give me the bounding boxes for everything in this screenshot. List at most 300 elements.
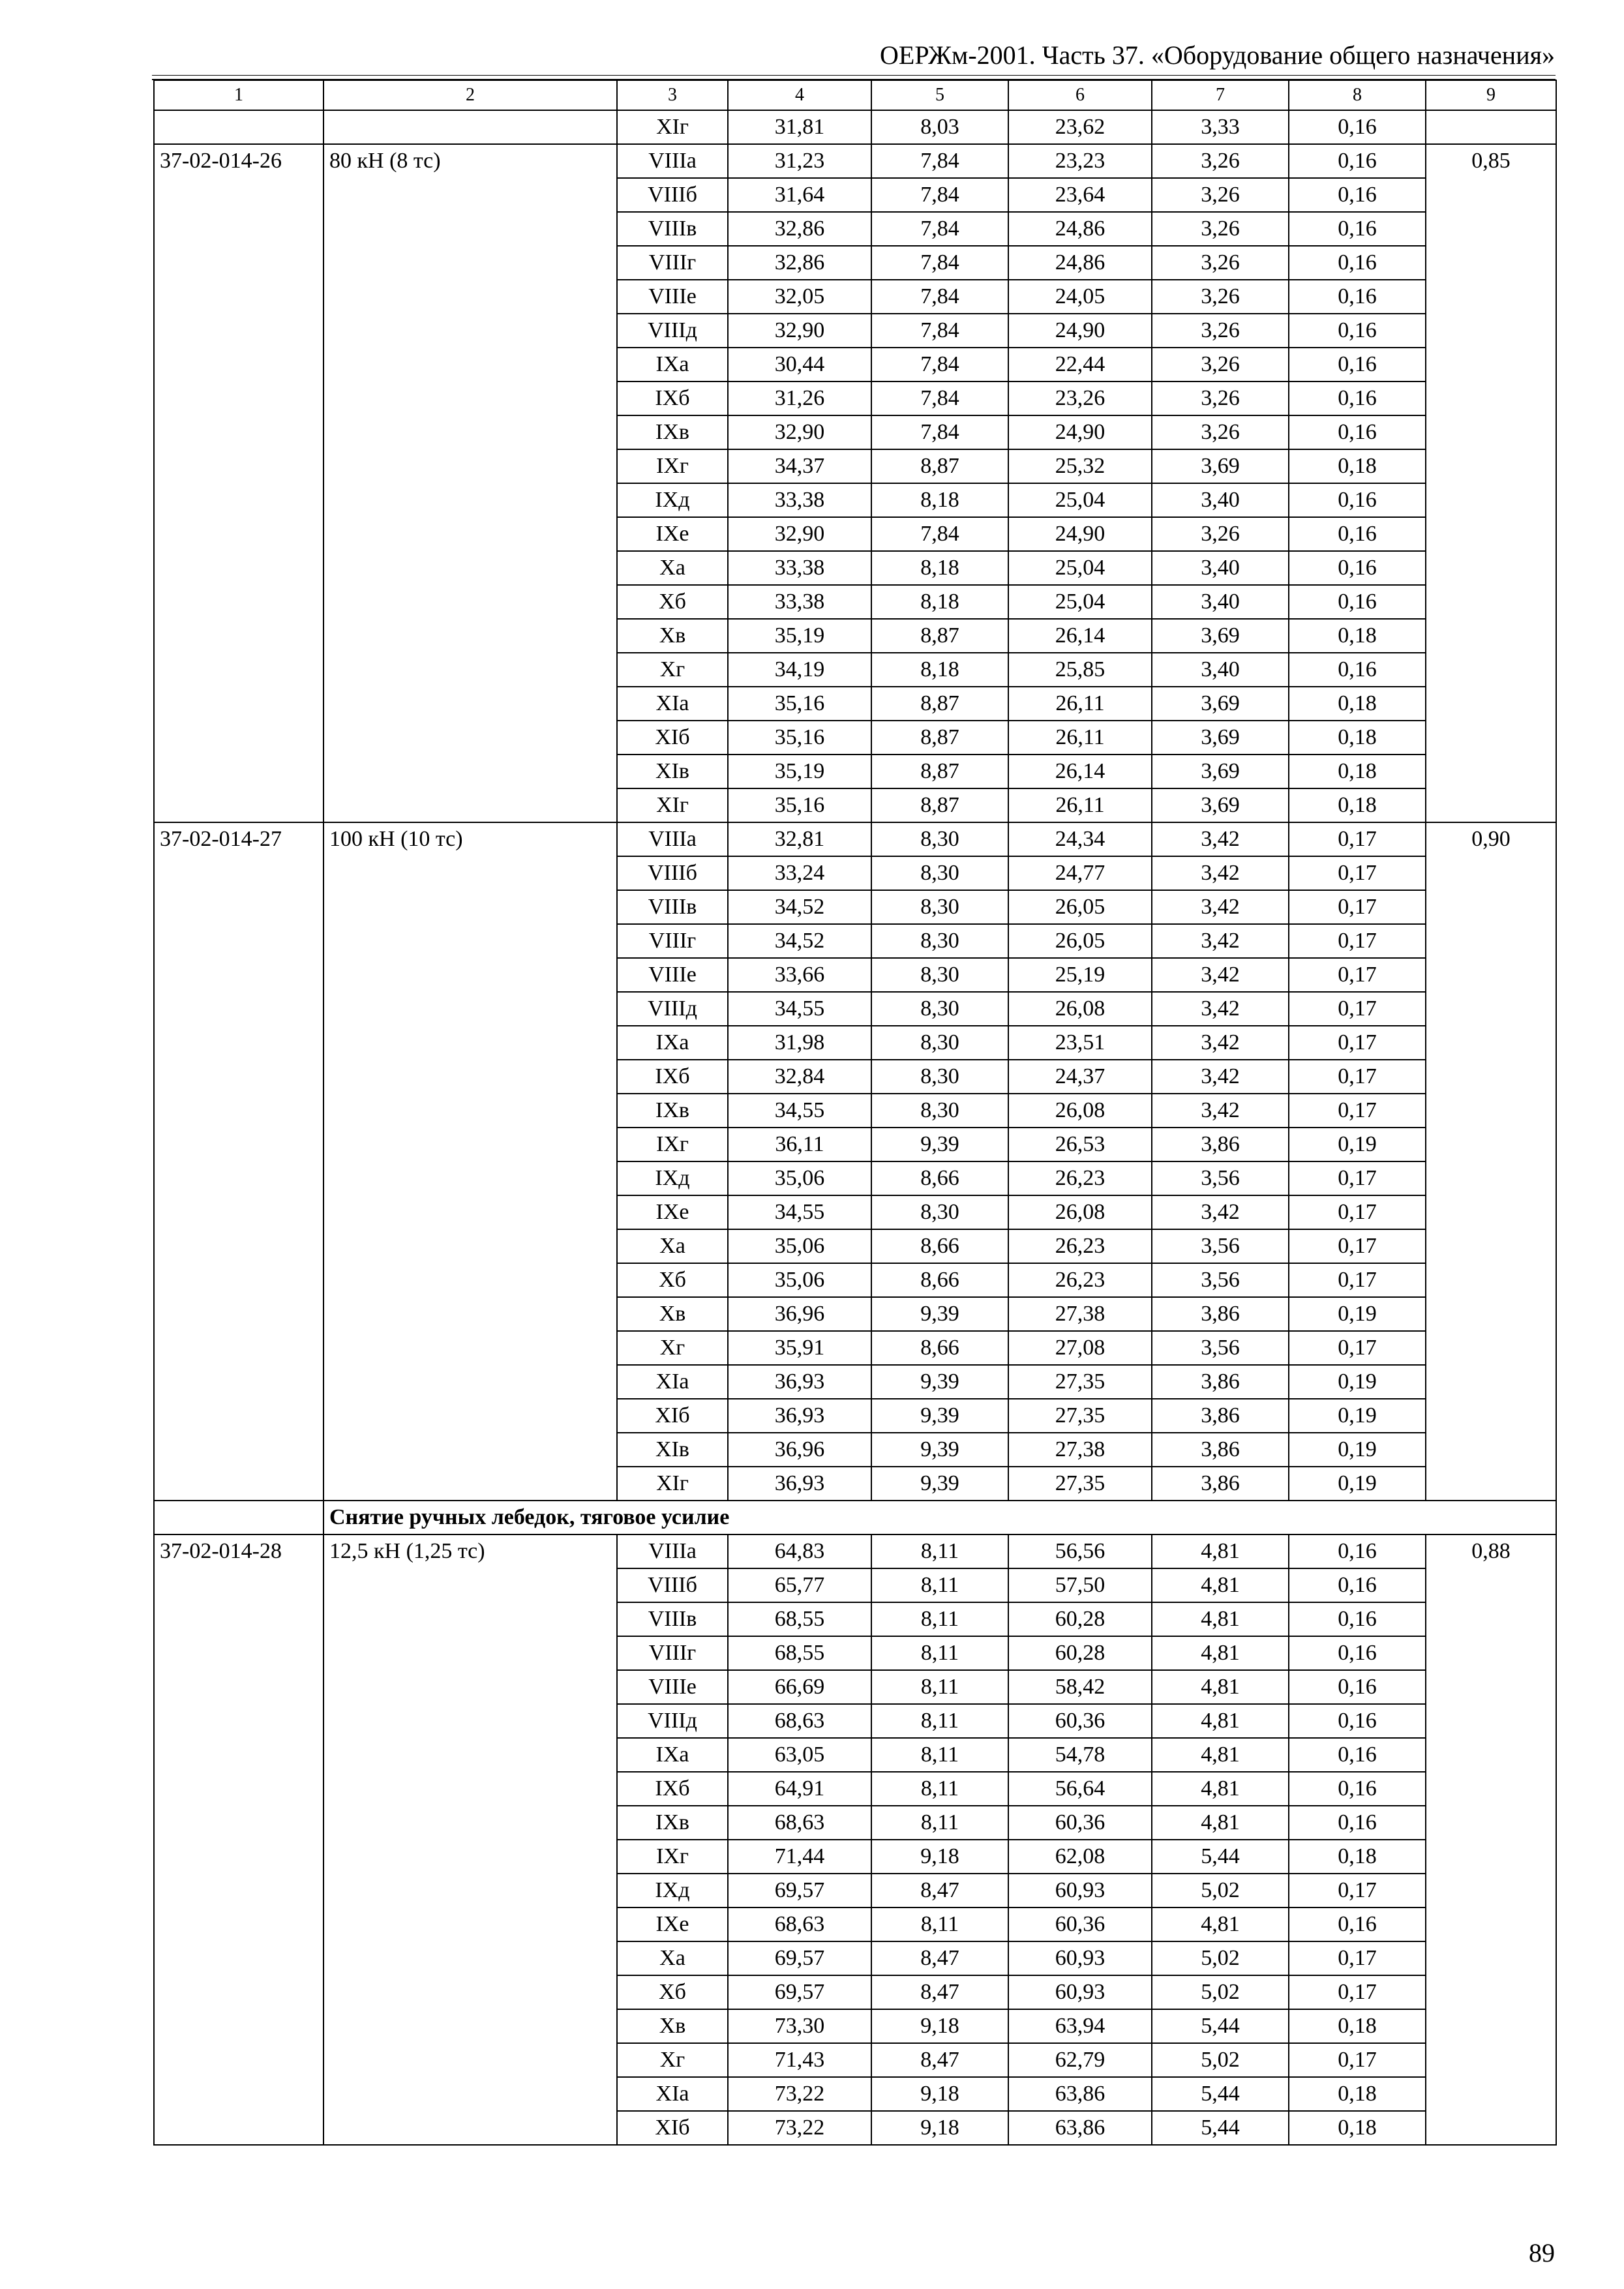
value-cell: 3,26 (1152, 415, 1289, 449)
value-cell: 23,23 (1008, 144, 1152, 178)
value-cell: 36,96 (728, 1433, 871, 1467)
value-cell: 8,66 (871, 1331, 1008, 1365)
value-cell: 8,11 (871, 1908, 1008, 1941)
category-cell: XIг (617, 788, 728, 822)
column-number: 8 (1289, 80, 1426, 110)
value-cell: 0,17 (1289, 1060, 1426, 1094)
value-cell: 31,81 (728, 110, 871, 144)
value-cell: 8,66 (871, 1229, 1008, 1263)
value-cell: 8,87 (871, 721, 1008, 755)
value-cell: 3,26 (1152, 144, 1289, 178)
norm-code-cell: 37-02-014-28 (154, 1534, 323, 2145)
value-cell: 0,19 (1289, 1365, 1426, 1399)
value-cell: 36,96 (728, 1297, 871, 1331)
value-cell: 8,30 (871, 1094, 1008, 1128)
value-cell: 26,14 (1008, 755, 1152, 788)
value-cell: 36,93 (728, 1399, 871, 1433)
value-cell: 35,19 (728, 755, 871, 788)
value-cell: 8,30 (871, 856, 1008, 890)
value-cell: 35,06 (728, 1161, 871, 1195)
value-cell: 35,16 (728, 721, 871, 755)
value-cell: 63,05 (728, 1738, 871, 1772)
category-cell: VIIIa (617, 1534, 728, 1568)
category-cell: Xa (617, 551, 728, 585)
value-cell: 7,84 (871, 415, 1008, 449)
value-cell: 0,17 (1289, 992, 1426, 1026)
value-cell: 0,18 (1289, 687, 1426, 721)
column-number: 6 (1008, 80, 1152, 110)
value-cell: 25,32 (1008, 449, 1152, 483)
category-cell: VIIIг (617, 924, 728, 958)
category-cell: Xв (617, 1297, 728, 1331)
category-cell: IXб (617, 382, 728, 415)
value-cell: 0,16 (1289, 483, 1426, 517)
category-cell: IXд (617, 483, 728, 517)
value-cell: 0,16 (1289, 144, 1426, 178)
value-cell: 0,17 (1289, 1941, 1426, 1975)
value-cell: 8,03 (871, 110, 1008, 144)
value-cell: 0,17 (1289, 822, 1426, 856)
value-cell: 0,16 (1289, 415, 1426, 449)
value-cell: 26,11 (1008, 788, 1152, 822)
category-cell: VIIIв (617, 212, 728, 246)
value-cell: 24,34 (1008, 822, 1152, 856)
value-cell: 25,19 (1008, 958, 1152, 992)
column-number: 9 (1426, 80, 1556, 110)
column-number: 7 (1152, 80, 1289, 110)
category-cell: XIв (617, 755, 728, 788)
column-number: 4 (728, 80, 871, 110)
value-cell: 4,81 (1152, 1602, 1289, 1636)
value-cell: 9,39 (871, 1128, 1008, 1161)
value-cell: 3,42 (1152, 1060, 1289, 1094)
value-cell: 3,56 (1152, 1161, 1289, 1195)
table-row (154, 110, 1556, 144)
category-cell: Xг (617, 653, 728, 687)
value-cell: 33,38 (728, 551, 871, 585)
category-cell: Xб (617, 1263, 728, 1297)
value-cell: 5,44 (1152, 2077, 1289, 2111)
value-cell: 62,08 (1008, 1840, 1152, 1874)
value-cell: 32,86 (728, 212, 871, 246)
value-cell: 0,19 (1289, 1433, 1426, 1467)
value-cell: 3,40 (1152, 551, 1289, 585)
value-cell: 0,16 (1289, 1704, 1426, 1738)
value-cell: 4,81 (1152, 1534, 1289, 1568)
value-cell: 3,42 (1152, 822, 1289, 856)
value-cell: 33,38 (728, 585, 871, 619)
value-cell: 8,11 (871, 1704, 1008, 1738)
value-cell: 26,11 (1008, 687, 1152, 721)
category-cell: XIг (617, 110, 728, 144)
value-cell: 35,91 (728, 1331, 871, 1365)
column-number: 3 (617, 80, 728, 110)
value-cell: 0,16 (1289, 280, 1426, 314)
value-cell: 5,44 (1152, 2111, 1289, 2145)
value-cell: 8,30 (871, 958, 1008, 992)
value-cell: 0,16 (1289, 1738, 1426, 1772)
coef-cell (1426, 110, 1556, 144)
value-cell: 26,05 (1008, 924, 1152, 958)
value-cell: 3,86 (1152, 1365, 1289, 1399)
category-cell: XIг (617, 1467, 728, 1501)
value-cell: 3,69 (1152, 687, 1289, 721)
value-cell: 8,18 (871, 483, 1008, 517)
value-cell: 23,62 (1008, 110, 1152, 144)
value-cell: 0,16 (1289, 1908, 1426, 1941)
value-cell: 68,63 (728, 1806, 871, 1840)
value-cell: 3,56 (1152, 1331, 1289, 1365)
category-cell: IXб (617, 1772, 728, 1806)
category-cell: VIIIб (617, 1568, 728, 1602)
category-cell: IXв (617, 415, 728, 449)
value-cell: 0,18 (1289, 755, 1426, 788)
coefficient-cell: 0,85 (1426, 144, 1556, 822)
category-cell: VIIIг (617, 1636, 728, 1670)
value-cell: 8,11 (871, 1534, 1008, 1568)
value-cell: 27,35 (1008, 1399, 1152, 1433)
value-cell: 0,17 (1289, 1263, 1426, 1297)
value-cell: 0,17 (1289, 1161, 1426, 1195)
value-cell: 60,93 (1008, 1975, 1152, 2009)
value-cell: 5,02 (1152, 1874, 1289, 1908)
value-cell: 4,81 (1152, 1670, 1289, 1704)
value-cell: 3,86 (1152, 1128, 1289, 1161)
category-cell: IXб (617, 1060, 728, 1094)
coefficient-cell: 0,90 (1426, 822, 1556, 1501)
value-cell: 0,17 (1289, 1094, 1426, 1128)
category-cell: IXг (617, 1840, 728, 1874)
value-cell: 62,79 (1008, 2043, 1152, 2077)
value-cell: 0,18 (1289, 2111, 1426, 2145)
value-cell: 5,44 (1152, 1840, 1289, 1874)
value-cell: 60,36 (1008, 1908, 1152, 1941)
norms-table (153, 80, 1557, 2146)
value-cell: 65,77 (728, 1568, 871, 1602)
table-body (154, 80, 1556, 2145)
value-cell: 68,63 (728, 1704, 871, 1738)
value-cell: 0,16 (1289, 551, 1426, 585)
category-cell: VIIIе (617, 958, 728, 992)
value-cell: 24,86 (1008, 212, 1152, 246)
page-header-title: ОЕРЖм-2001. Часть 37. «Оборудование общего назначения» (880, 40, 1555, 70)
value-cell: 8,11 (871, 1806, 1008, 1840)
category-cell: VIIIд (617, 992, 728, 1026)
value-cell: 0,16 (1289, 1602, 1426, 1636)
value-cell: 0,18 (1289, 449, 1426, 483)
value-cell: 8,47 (871, 1941, 1008, 1975)
value-cell: 0,16 (1289, 212, 1426, 246)
category-cell: VIIIб (617, 178, 728, 212)
category-cell: VIIIб (617, 856, 728, 890)
value-cell: 32,84 (728, 1060, 871, 1094)
value-cell: 3,42 (1152, 1195, 1289, 1229)
category-cell: IXв (617, 1094, 728, 1128)
value-cell: 3,33 (1152, 110, 1289, 144)
section-spacer-cell (154, 1501, 323, 1534)
value-cell: 56,56 (1008, 1534, 1152, 1568)
value-cell: 9,39 (871, 1365, 1008, 1399)
category-cell: VIIIе (617, 280, 728, 314)
value-cell: 0,16 (1289, 1772, 1426, 1806)
category-cell: XIa (617, 1365, 728, 1399)
value-cell: 0,16 (1289, 1534, 1426, 1568)
value-cell: 27,38 (1008, 1297, 1152, 1331)
value-cell: 35,19 (728, 619, 871, 653)
value-cell: 56,64 (1008, 1772, 1152, 1806)
category-cell: Xв (617, 2009, 728, 2043)
category-cell: VIIIв (617, 890, 728, 924)
value-cell: 3,42 (1152, 856, 1289, 890)
code-cell (154, 110, 323, 144)
value-cell: 34,55 (728, 1094, 871, 1128)
value-cell: 8,11 (871, 1636, 1008, 1670)
value-cell: 0,16 (1289, 517, 1426, 551)
value-cell: 9,39 (871, 1399, 1008, 1433)
value-cell: 5,02 (1152, 1941, 1289, 1975)
value-cell: 60,93 (1008, 1941, 1152, 1975)
value-cell: 4,81 (1152, 1772, 1289, 1806)
value-cell: 4,81 (1152, 1908, 1289, 1941)
value-cell: 8,30 (871, 890, 1008, 924)
value-cell: 58,42 (1008, 1670, 1152, 1704)
section-heading-row (154, 1501, 1556, 1534)
value-cell: 0,17 (1289, 1195, 1426, 1229)
value-cell: 25,04 (1008, 483, 1152, 517)
value-cell: 3,40 (1152, 483, 1289, 517)
norm-name-cell: 80 кН (8 тс) (323, 144, 617, 822)
category-cell: XIб (617, 1399, 728, 1433)
value-cell: 3,69 (1152, 721, 1289, 755)
value-cell: 34,55 (728, 992, 871, 1026)
category-cell: IXе (617, 1908, 728, 1941)
value-cell: 0,19 (1289, 1467, 1426, 1501)
value-cell: 24,90 (1008, 415, 1152, 449)
value-cell: 0,17 (1289, 2043, 1426, 2077)
value-cell: 3,26 (1152, 348, 1289, 382)
value-cell: 27,38 (1008, 1433, 1152, 1467)
column-number: 2 (323, 80, 617, 110)
value-cell: 7,84 (871, 280, 1008, 314)
value-cell: 3,26 (1152, 517, 1289, 551)
value-cell: 3,42 (1152, 1094, 1289, 1128)
category-cell: IXг (617, 449, 728, 483)
value-cell: 26,23 (1008, 1263, 1152, 1297)
value-cell: 64,91 (728, 1772, 871, 1806)
value-cell: 60,28 (1008, 1636, 1152, 1670)
value-cell: 32,90 (728, 517, 871, 551)
value-cell: 3,86 (1152, 1399, 1289, 1433)
value-cell: 0,16 (1289, 653, 1426, 687)
norm-name-cell: 12,5 кН (1,25 тс) (323, 1534, 617, 2145)
value-cell: 0,18 (1289, 2077, 1426, 2111)
value-cell: 3,40 (1152, 653, 1289, 687)
value-cell: 3,26 (1152, 382, 1289, 415)
value-cell: 3,56 (1152, 1263, 1289, 1297)
value-cell: 8,47 (871, 2043, 1008, 2077)
value-cell: 69,57 (728, 1941, 871, 1975)
value-cell: 0,18 (1289, 2009, 1426, 2043)
column-number-row (154, 80, 1556, 110)
value-cell: 0,17 (1289, 890, 1426, 924)
page-number: 89 (1529, 2238, 1555, 2267)
coefficient-cell: 0,88 (1426, 1534, 1556, 2145)
value-cell: 24,90 (1008, 314, 1152, 348)
value-cell: 60,36 (1008, 1806, 1152, 1840)
value-cell: 8,11 (871, 1670, 1008, 1704)
value-cell: 8,87 (871, 619, 1008, 653)
category-cell: Xa (617, 1941, 728, 1975)
value-cell: 9,18 (871, 2009, 1008, 2043)
value-cell: 8,47 (871, 1874, 1008, 1908)
value-cell: 4,81 (1152, 1738, 1289, 1772)
value-cell: 25,04 (1008, 585, 1152, 619)
category-cell: VIIIд (617, 1704, 728, 1738)
value-cell: 57,50 (1008, 1568, 1152, 1602)
value-cell: 25,85 (1008, 653, 1152, 687)
norm-code-cell: 37-02-014-26 (154, 144, 323, 822)
value-cell: 8,18 (871, 653, 1008, 687)
value-cell: 3,26 (1152, 178, 1289, 212)
value-cell: 8,66 (871, 1263, 1008, 1297)
value-cell: 33,38 (728, 483, 871, 517)
value-cell: 24,86 (1008, 246, 1152, 280)
value-cell: 27,35 (1008, 1365, 1152, 1399)
category-cell: IXе (617, 1195, 728, 1229)
value-cell: 8,30 (871, 1060, 1008, 1094)
value-cell: 5,02 (1152, 2043, 1289, 2077)
category-cell: IXa (617, 1026, 728, 1060)
value-cell: 8,30 (871, 822, 1008, 856)
value-cell: 0,19 (1289, 1399, 1426, 1433)
value-cell: 26,08 (1008, 1195, 1152, 1229)
category-cell: XIб (617, 2111, 728, 2145)
category-cell: Xв (617, 619, 728, 653)
value-cell: 22,44 (1008, 348, 1152, 382)
value-cell: 54,78 (1008, 1738, 1152, 1772)
value-cell: 73,22 (728, 2111, 871, 2145)
value-cell: 0,17 (1289, 924, 1426, 958)
value-cell: 9,39 (871, 1297, 1008, 1331)
value-cell: 23,51 (1008, 1026, 1152, 1060)
value-cell: 73,30 (728, 2009, 871, 2043)
value-cell: 24,37 (1008, 1060, 1152, 1094)
value-cell: 9,39 (871, 1433, 1008, 1467)
value-cell: 8,87 (871, 687, 1008, 721)
value-cell: 27,35 (1008, 1467, 1152, 1501)
value-cell: 33,24 (728, 856, 871, 890)
value-cell: 30,44 (728, 348, 871, 382)
value-cell: 73,22 (728, 2077, 871, 2111)
value-cell: 32,05 (728, 280, 871, 314)
value-cell: 24,77 (1008, 856, 1152, 890)
value-cell: 8,87 (871, 788, 1008, 822)
category-cell: VIIIв (617, 1602, 728, 1636)
value-cell: 3,69 (1152, 788, 1289, 822)
value-cell: 0,16 (1289, 1806, 1426, 1840)
value-cell: 3,42 (1152, 1026, 1289, 1060)
value-cell: 3,40 (1152, 585, 1289, 619)
category-cell: IXa (617, 348, 728, 382)
norm-code-cell: 37-02-014-27 (154, 822, 323, 1501)
value-cell: 7,84 (871, 314, 1008, 348)
value-cell: 9,18 (871, 1840, 1008, 1874)
value-cell: 0,17 (1289, 1874, 1426, 1908)
value-cell: 35,16 (728, 687, 871, 721)
value-cell: 68,55 (728, 1636, 871, 1670)
value-cell: 8,11 (871, 1738, 1008, 1772)
value-cell: 3,86 (1152, 1467, 1289, 1501)
value-cell: 3,26 (1152, 212, 1289, 246)
value-cell: 26,53 (1008, 1128, 1152, 1161)
value-cell: 31,64 (728, 178, 871, 212)
category-cell: IXг (617, 1128, 728, 1161)
value-cell: 0,16 (1289, 348, 1426, 382)
value-cell: 3,69 (1152, 619, 1289, 653)
value-cell: 24,90 (1008, 517, 1152, 551)
value-cell: 7,84 (871, 348, 1008, 382)
value-cell: 36,93 (728, 1467, 871, 1501)
value-cell: 0,16 (1289, 1568, 1426, 1602)
value-cell: 26,23 (1008, 1229, 1152, 1263)
value-cell: 3,42 (1152, 890, 1289, 924)
value-cell: 3,26 (1152, 280, 1289, 314)
value-cell: 3,42 (1152, 924, 1289, 958)
table-row (154, 144, 1556, 178)
value-cell: 3,69 (1152, 755, 1289, 788)
category-cell: VIIIa (617, 822, 728, 856)
value-cell: 7,84 (871, 246, 1008, 280)
value-cell: 34,19 (728, 653, 871, 687)
value-cell: 32,90 (728, 415, 871, 449)
column-number: 5 (871, 80, 1008, 110)
norm-name-cell: 100 кН (10 тс) (323, 822, 617, 1501)
value-cell: 31,23 (728, 144, 871, 178)
value-cell: 3,86 (1152, 1433, 1289, 1467)
value-cell: 3,26 (1152, 246, 1289, 280)
value-cell: 23,64 (1008, 178, 1152, 212)
value-cell: 35,06 (728, 1263, 871, 1297)
value-cell: 7,84 (871, 212, 1008, 246)
value-cell: 71,43 (728, 2043, 871, 2077)
value-cell: 0,16 (1289, 110, 1426, 144)
category-cell: Xг (617, 1331, 728, 1365)
category-cell: XIa (617, 2077, 728, 2111)
value-cell: 0,19 (1289, 1297, 1426, 1331)
value-cell: 9,39 (871, 1467, 1008, 1501)
value-cell: 0,16 (1289, 246, 1426, 280)
value-cell: 0,16 (1289, 178, 1426, 212)
value-cell: 0,16 (1289, 1636, 1426, 1670)
category-cell: Xб (617, 1975, 728, 2009)
value-cell: 23,26 (1008, 382, 1152, 415)
value-cell: 0,18 (1289, 721, 1426, 755)
value-cell: 3,42 (1152, 958, 1289, 992)
category-cell: IXе (617, 517, 728, 551)
category-cell: VIIIе (617, 1670, 728, 1704)
value-cell: 0,17 (1289, 1331, 1426, 1365)
value-cell: 0,16 (1289, 1670, 1426, 1704)
value-cell: 68,63 (728, 1908, 871, 1941)
value-cell: 69,57 (728, 1975, 871, 2009)
value-cell: 25,04 (1008, 551, 1152, 585)
value-cell: 68,55 (728, 1602, 871, 1636)
value-cell: 0,16 (1289, 585, 1426, 619)
value-cell: 0,17 (1289, 1229, 1426, 1263)
value-cell: 3,86 (1152, 1297, 1289, 1331)
value-cell: 34,37 (728, 449, 871, 483)
value-cell: 8,47 (871, 1975, 1008, 2009)
